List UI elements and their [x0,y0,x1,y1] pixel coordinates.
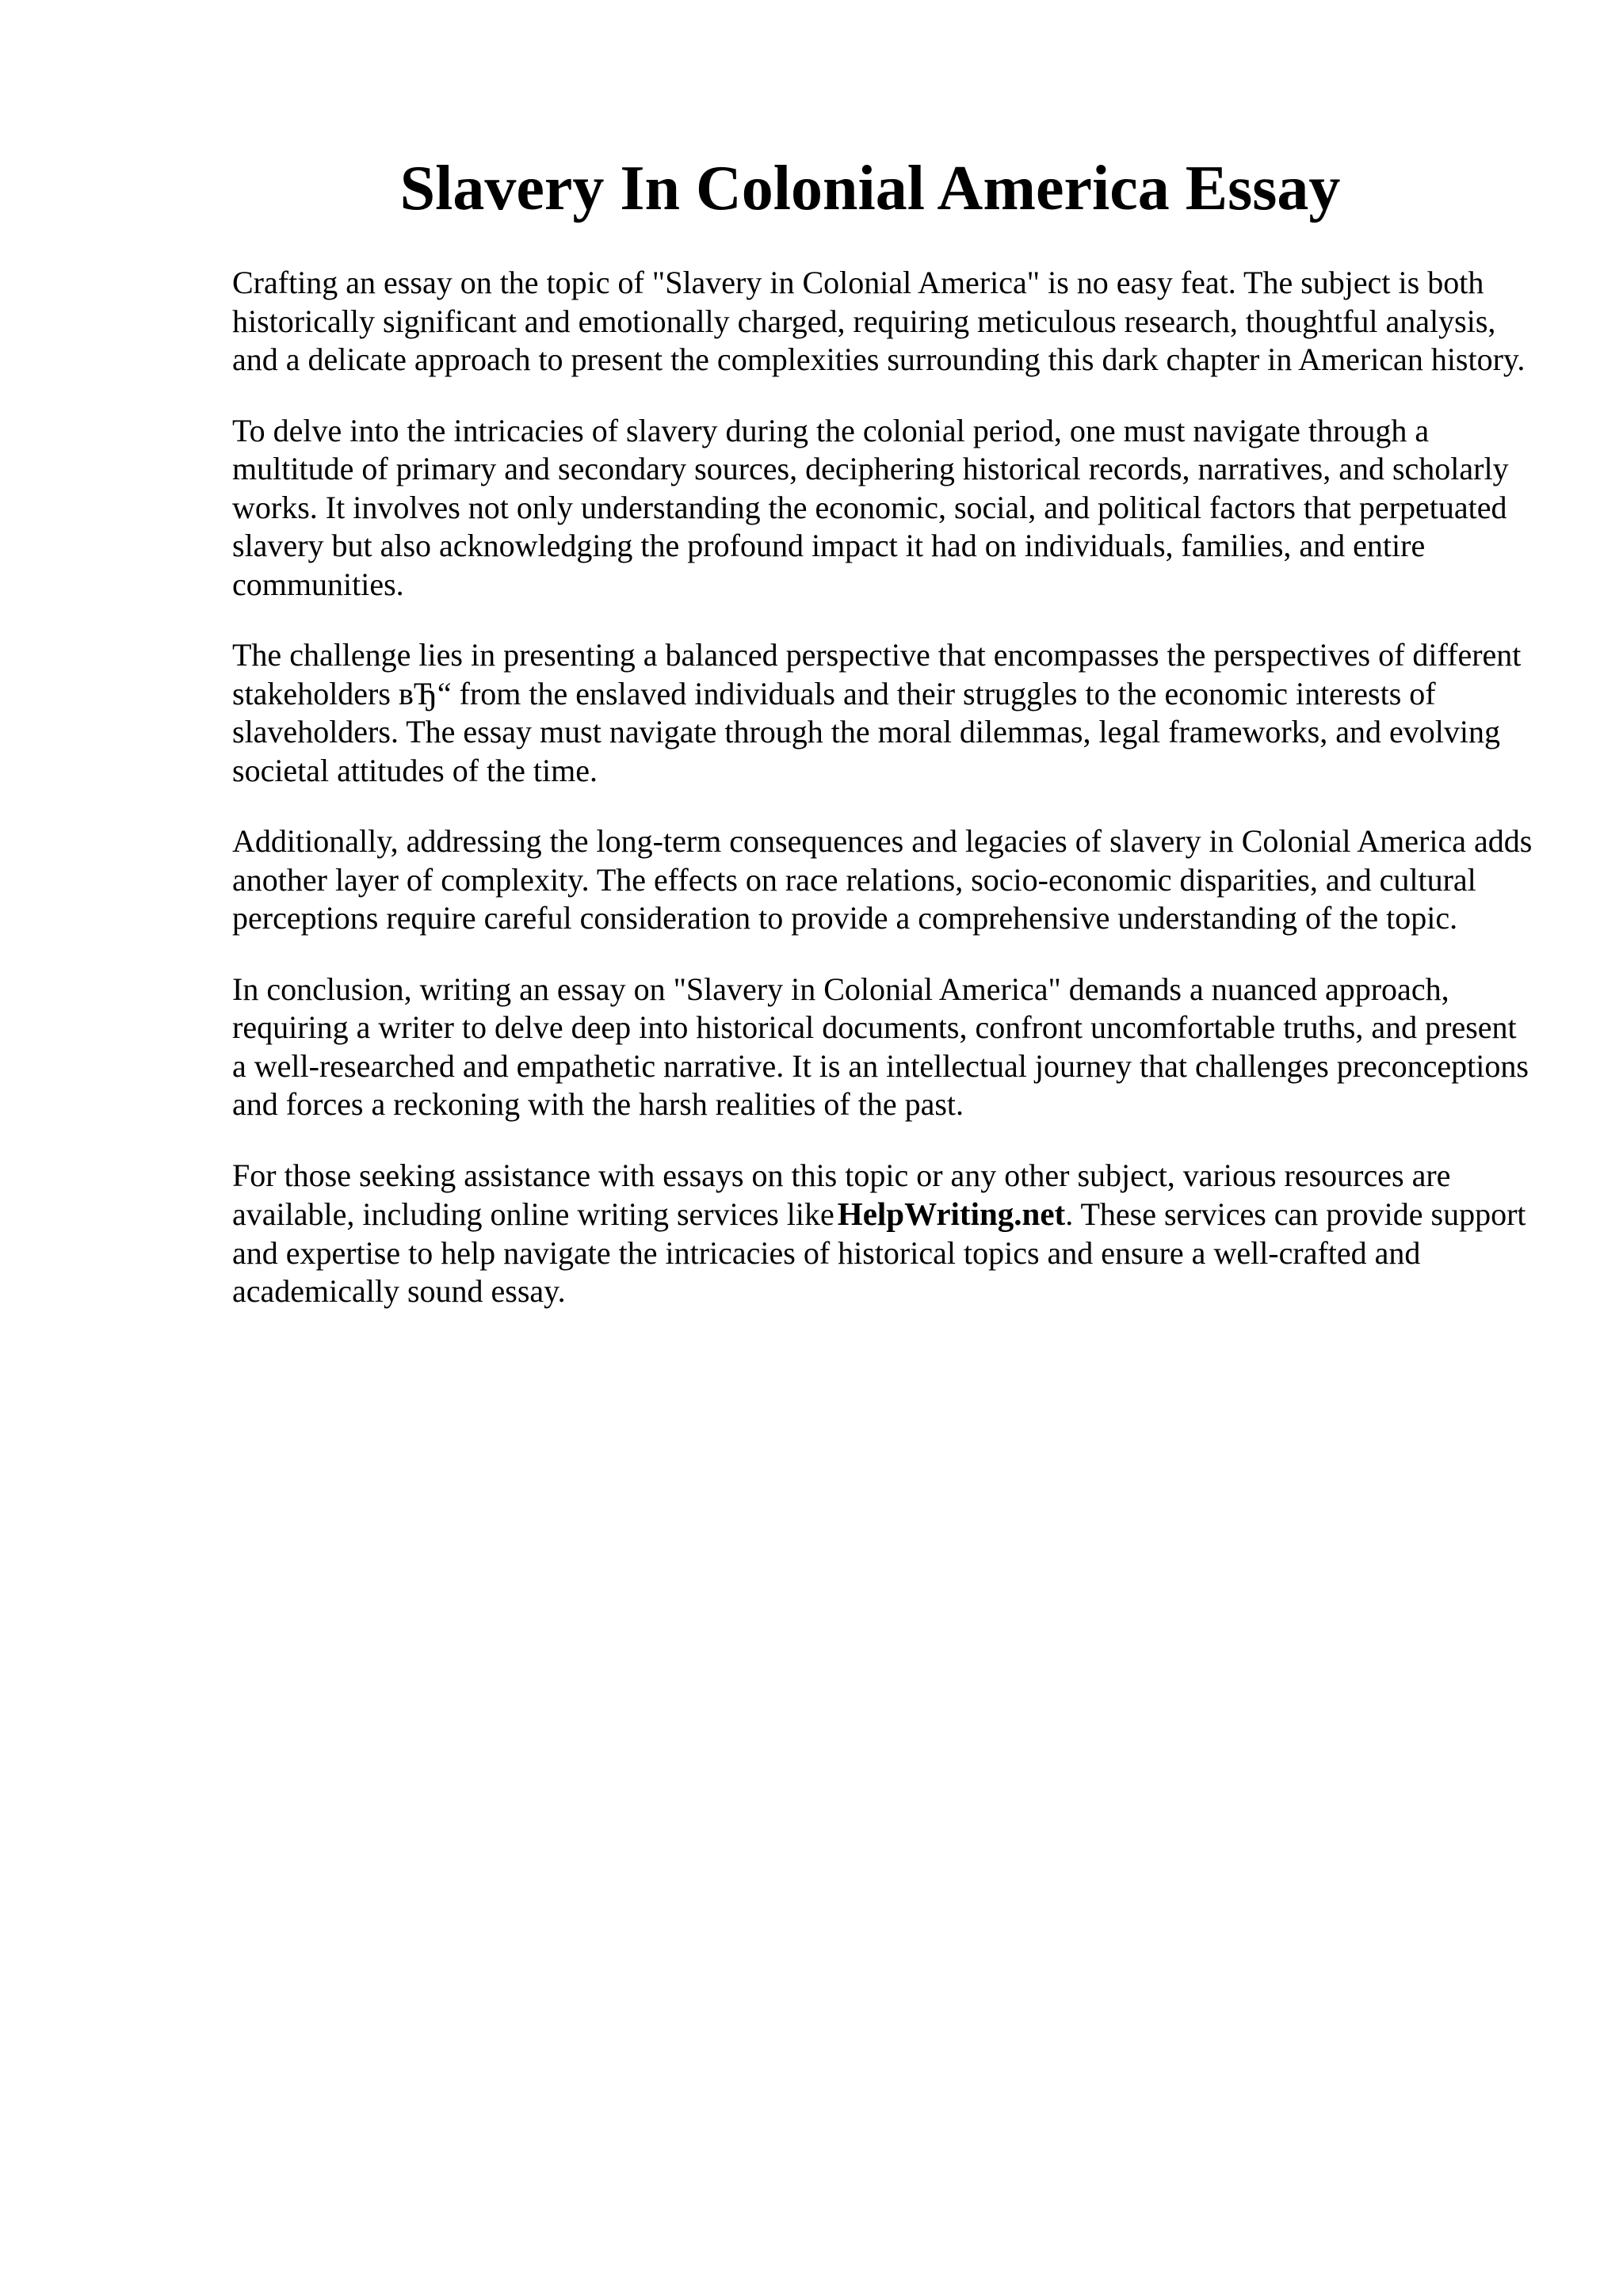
paragraph-5: In conclusion, writing an essay on "Slavery in Colonial America" demands a nuanced approach, requiring a writer to delve deep into historical documents, confront uncomfortable truths, and present a well-researched and empathetic narrative. It is an intellectual journey that challenges preconceptions and forces a reckoning with the harsh realities of the past. [232,971,1529,1122]
document-body [232,264,1536,1344]
helpwriting-link[interactable]: HelpWriting.net [837,1196,1066,1232]
paragraph-6-text-before: For those seeking assistance with essays on this topic or any other subject, various resources are available, including online writing services like [232,1157,1451,1232]
paragraph-3: The challenge lies in presenting a balanced perspective that encompasses the perspectives of different stakeholders вЂ“ from the enslaved individuals and their struggles to the economic interests of slaveholders. The essay must navigate through the moral dilemmas, legal frameworks, and evolving societal attitudes of the time. [232,637,1522,788]
paragraph-6 [232,1157,1536,1311]
paragraph-2: To delve into the intricacies of slavery during the colonial period, one must navigate through a multitude of primary and secondary sources, deciphering historical records, narratives, and scholarly works. It involves not only understanding the economic, social, and political factors that perpetuated slavery but also acknowledging the profound impact it had on individuals, families, and entire communities. [232,412,1509,602]
paragraph-1: Crafting an essay on the topic of "Slavery in Colonial America" is no easy feat. The subject is both historically significant and emotionally charged, requiring meticulous research, thoughtful analysis, and a delicate approach to present the complexities surrounding this dark chapter in American history. [232,265,1526,377]
paragraph-6-text-after: . These services can provide support and expertise to help navigate the intricacies of historical topics and ensure a well-crafted and academically sound essay. [232,1196,1526,1309]
document-title: Slavery In Colonial America Essay [399,154,1341,223]
paragraph-4: Additionally, addressing the long-term consequences and legacies of slavery in Colonial America adds another layer of complexity. The effects on race relations, socio-economic disparities, and cultural perceptions require careful consideration to provide a comprehensive understanding of the topic. [232,823,1533,936]
